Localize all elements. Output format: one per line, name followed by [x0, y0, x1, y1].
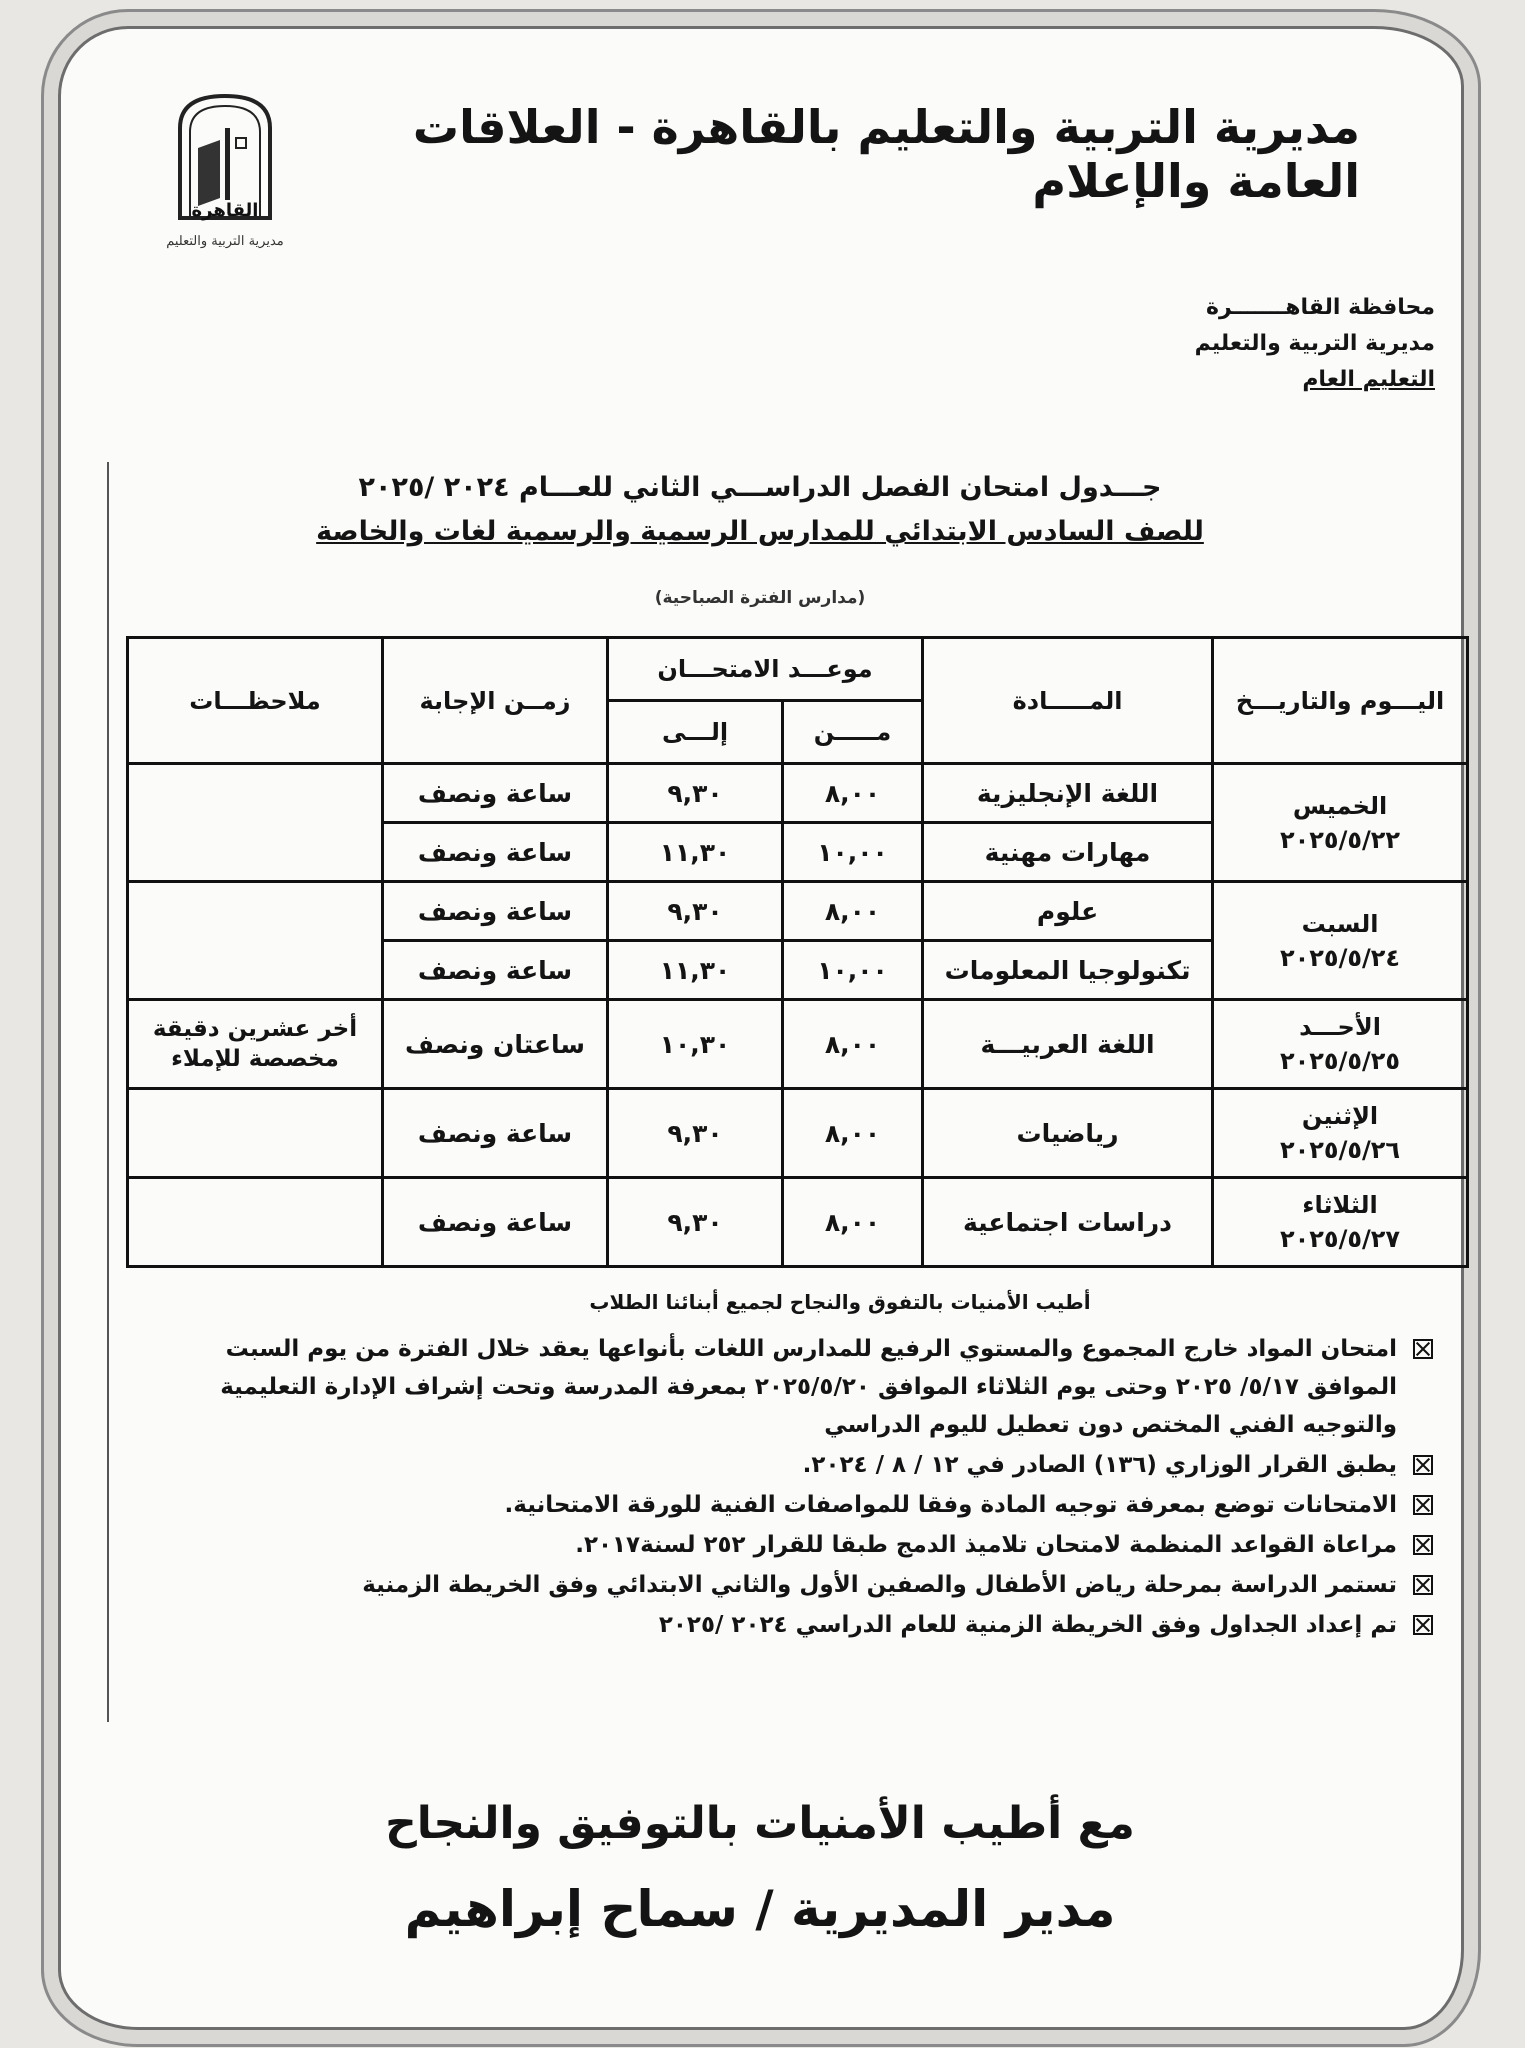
day-date: ٢٠٢٥/٥/٢٦: [1279, 1136, 1401, 1164]
from-cell: ١٠,٠٠: [783, 823, 923, 882]
duration-cell: ساعتان ونصف: [383, 1000, 608, 1089]
day-name: الثلاثاء: [1302, 1191, 1378, 1219]
note-text: امتحان المواد خارج المجموع والمستوي الرفيع للمدارس اللغات بأنواعها يعقد خلال الفترة من يوم السبت الموافق ٥/١٧/ ٢٠٢٥ وحتى يوم الثلاثاء الموافق ٢٠٢٥/٥/٢٠ بمعرفة المدرسة وتحت إشراف الإدارة التعليمية والتوجيه الفني المختص دون تعطيل لليوم الدراسي: [220, 1336, 1397, 1438]
period-label: (مدارس الفترة الصباحية): [654, 588, 866, 608]
subject-cell: اللغة الإنجليزية: [923, 764, 1213, 823]
note-text: يطبق القرار الوزاري (١٣٦) الصادر في ١٢ / ٨ / ٢٠٢٤.: [802, 1452, 1397, 1478]
note-cell: [128, 1089, 383, 1178]
day-date: ٢٠٢٥/٥/٢٧: [1279, 1225, 1401, 1253]
checkbox-x-icon: [1413, 1339, 1433, 1359]
day-date: ٢٠٢٥/٥/٢٤: [1279, 943, 1401, 972]
duration-cell: ساعة ونصف: [383, 1089, 608, 1178]
header-to: إلـــى: [608, 701, 783, 764]
day-name: الخميس: [1292, 791, 1388, 820]
to-cell: ٩,٣٠: [608, 882, 783, 941]
signature-line: مدير المديرية / سماح إبراهيم: [404, 1880, 1116, 1938]
logo-caption: مديرية التربية والتعليم: [166, 234, 284, 249]
subject-cell: رياضيات: [923, 1089, 1213, 1178]
margin-rule: [107, 462, 109, 1722]
list-item: [133, 1526, 1433, 1564]
from-cell: ٨,٠٠: [783, 1000, 923, 1089]
subject-cell: مهارات مهنية: [923, 823, 1213, 882]
day-name: الإثنين: [1301, 1102, 1379, 1130]
checkbox-x-icon: [1413, 1455, 1433, 1475]
checkbox-x-icon: [1413, 1495, 1433, 1515]
day-date: ٢٠٢٥/٥/٢٢: [1279, 825, 1401, 854]
checkbox-x-icon: [1413, 1535, 1433, 1555]
note-cell: أخر عشرين دقيقة مخصصة للإملاء: [128, 1000, 383, 1089]
table-row: [128, 1089, 1468, 1178]
day-name: الأحـــد: [1299, 1013, 1381, 1041]
list-item: [133, 1566, 1433, 1604]
from-cell: ١٠,٠٠: [783, 941, 923, 1000]
note-text: تم إعداد الجداول وفق الخريطة الزمنية للعام الدراسي ٢٠٢٤ /٢٠٢٥: [658, 1612, 1397, 1638]
header-exam-time: موعـــد الامتحـــان: [608, 638, 923, 701]
table-row: [128, 882, 1468, 941]
to-cell: ١١,٣٠: [608, 941, 783, 1000]
table-row: [128, 764, 1468, 823]
schedule-subtitle: للصف السادس الابتدائي للمدارس الرسمية والرسمية لغات والخاصة: [316, 516, 1204, 547]
schedule-title: جـــدول امتحان الفصل الدراســـي الثاني للعـــام ٢٠٢٤ /٢٠٢٥: [358, 472, 1162, 503]
day-cell: [1213, 1089, 1468, 1178]
from-cell: ٨,٠٠: [783, 882, 923, 941]
to-cell: ١٠,٣٠: [608, 1000, 783, 1089]
governorate-line: محافظة القاهـــــــرة: [1205, 295, 1435, 320]
list-item: [133, 1486, 1433, 1524]
table-row: [128, 1178, 1468, 1267]
note-text: تستمر الدراسة بمرحلة رياض الأطفال والصفين الأول والثاني الابتدائي وفق الخريطة الزمنية: [362, 1572, 1397, 1598]
table-row: [128, 1000, 1468, 1089]
note-text: مراعاة القواعد المنظمة لامتحان تلاميذ الدمج طبقا للقرار ٢٥٢ لسنة٢٠١٧.: [575, 1532, 1397, 1558]
list-item: [133, 1330, 1433, 1444]
duration-cell: ساعة ونصف: [383, 764, 608, 823]
duration-cell: ساعة ونصف: [383, 882, 608, 941]
subject-cell: علوم: [923, 882, 1213, 941]
header-duration: زمــن الإجابة: [383, 638, 608, 764]
from-cell: ٨,٠٠: [783, 1178, 923, 1267]
subject-cell: اللغة العربيـــة: [923, 1000, 1213, 1089]
from-cell: ٨,٠٠: [783, 1089, 923, 1178]
page-title: مديرية التربية والتعليم بالقاهرة - العلاقات العامة والإعلام: [412, 100, 1360, 208]
duration-cell: ساعة ونصف: [383, 823, 608, 882]
notes-list: [133, 1330, 1433, 1646]
day-cell: [1213, 882, 1468, 1000]
list-item: [133, 1606, 1433, 1644]
header-day: اليـــوم والتاريـــخ: [1213, 638, 1468, 764]
note-cell: [128, 1178, 383, 1267]
to-cell: ٩,٣٠: [608, 1089, 783, 1178]
exam-schedule-table: [126, 636, 1469, 1268]
closing-wishes: مع أطيب الأمنيات بالتوفيق والنجاح: [385, 1798, 1135, 1849]
org-block: [935, 290, 1435, 398]
duration-cell: ساعة ونصف: [383, 941, 608, 1000]
list-item: [133, 1446, 1433, 1484]
note-cell: [128, 764, 383, 882]
header-subject: المـــــادة: [923, 638, 1213, 764]
cairo-emblem-icon: [150, 88, 300, 228]
day-cell: [1213, 1000, 1468, 1089]
to-cell: ٩,٣٠: [608, 1178, 783, 1267]
note-cell: [128, 882, 383, 1000]
day-cell: [1213, 1178, 1468, 1267]
to-cell: ١١,٣٠: [608, 823, 783, 882]
header-from: مـــــن: [783, 701, 923, 764]
note-text: الامتحانات توضع بمعرفة توجيه المادة وفقا للمواصفات الفنية للورقة الامتحانية.: [504, 1492, 1397, 1518]
wishes-line: أطيب الأمنيات بالتفوق والنجاح لجميع أبنائنا الطلاب: [589, 1290, 1091, 1314]
directorate-logo: [150, 88, 300, 258]
from-cell: ٨,٠٠: [783, 764, 923, 823]
day-date: ٢٠٢٥/٥/٢٥: [1279, 1047, 1401, 1075]
subject-cell: تكنولوجيا المعلومات: [923, 941, 1213, 1000]
day-name: السبت: [1301, 909, 1379, 938]
checkbox-x-icon: [1413, 1575, 1433, 1595]
day-cell: [1213, 764, 1468, 882]
header-notes: ملاحظـــات: [128, 638, 383, 764]
to-cell: ٩,٣٠: [608, 764, 783, 823]
checkbox-x-icon: [1413, 1615, 1433, 1635]
department-line: التعليم العام: [1302, 367, 1435, 392]
directorate-line: مديرية التربية والتعليم: [1194, 331, 1435, 356]
duration-cell: ساعة ونصف: [383, 1178, 608, 1267]
svg-text:القاهرة: القاهرة: [191, 200, 259, 221]
subject-cell: دراسات اجتماعية: [923, 1178, 1213, 1267]
